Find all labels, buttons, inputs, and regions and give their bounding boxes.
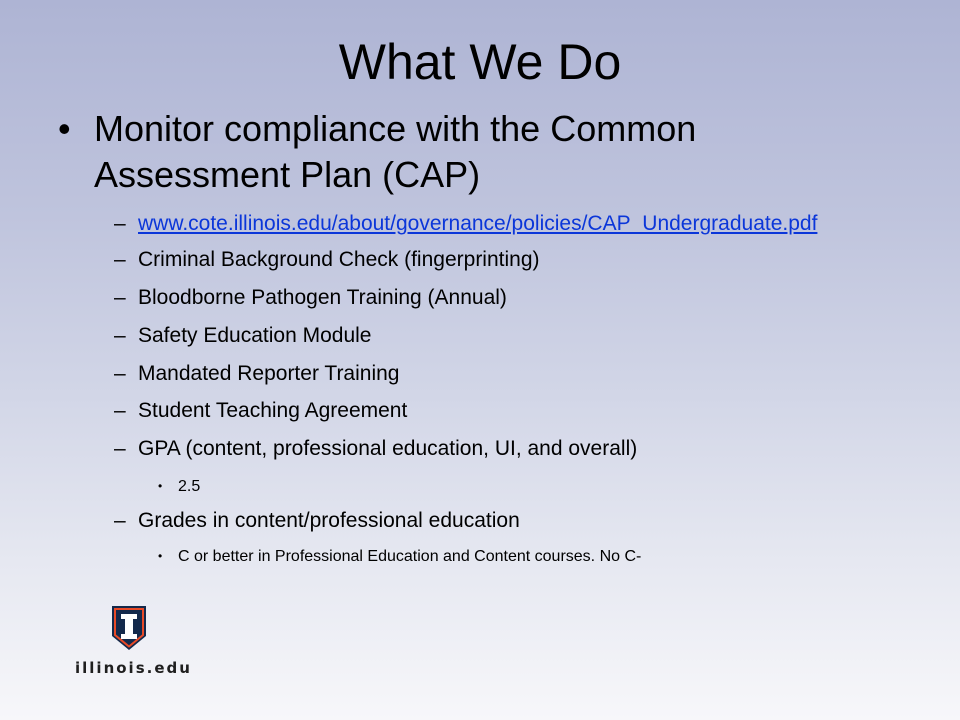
dash: – [114, 362, 126, 385]
dash: – [114, 212, 126, 235]
main-bullet [58, 106, 878, 198]
sub-item-gpa [114, 436, 637, 462]
dash: – [114, 437, 126, 460]
dash: – [114, 324, 126, 347]
sub-item-text: Criminal Background Check (fingerprinting) [138, 248, 540, 271]
grades-detail-text: C or better in Professional Education and Content courses. No C- [178, 548, 642, 565]
dash: – [114, 248, 126, 271]
sub-item-cap-link [114, 211, 817, 237]
grades-detail [158, 546, 641, 567]
dash: – [114, 399, 126, 422]
sub-item-mandated [114, 361, 400, 387]
bullet-dot: • [158, 479, 163, 493]
bullet-dot: • [58, 108, 71, 149]
sub-item-grades [114, 508, 520, 534]
illinois-i-mark-icon [109, 604, 149, 652]
sub-item-text: Grades in content/professional education [138, 509, 520, 532]
dash: – [114, 509, 126, 532]
sub-item-safety [114, 323, 371, 349]
gpa-detail-text: 2.5 [178, 478, 201, 495]
sub-item-bloodborne [114, 285, 507, 311]
cap-link[interactable]: www.cote.illinois.edu/about/governance/policies/CAP_Undergraduate.pdf [138, 212, 818, 235]
sub-item-text: Student Teaching Agreement [138, 399, 408, 422]
logo-text: illinois.edu [75, 659, 192, 677]
sub-item-background-check [114, 247, 540, 273]
sub-item-text: Safety Education Module [138, 324, 372, 347]
bullet-dot: • [158, 549, 163, 563]
dash: – [114, 286, 126, 309]
sub-item-text: GPA (content, professional education, UI, and overall) [138, 437, 638, 460]
main-bullet-text: Monitor compliance with the Common Assessment Plan (CAP) [94, 108, 697, 195]
slide-title: What We Do [338, 34, 622, 90]
sub-item-text: Mandated Reporter Training [138, 362, 400, 385]
sub-item-text: Bloodborne Pathogen Training (Annual) [138, 286, 507, 309]
gpa-detail [158, 476, 200, 497]
illinois-logo [75, 604, 192, 684]
sub-item-student-teaching [114, 398, 407, 424]
